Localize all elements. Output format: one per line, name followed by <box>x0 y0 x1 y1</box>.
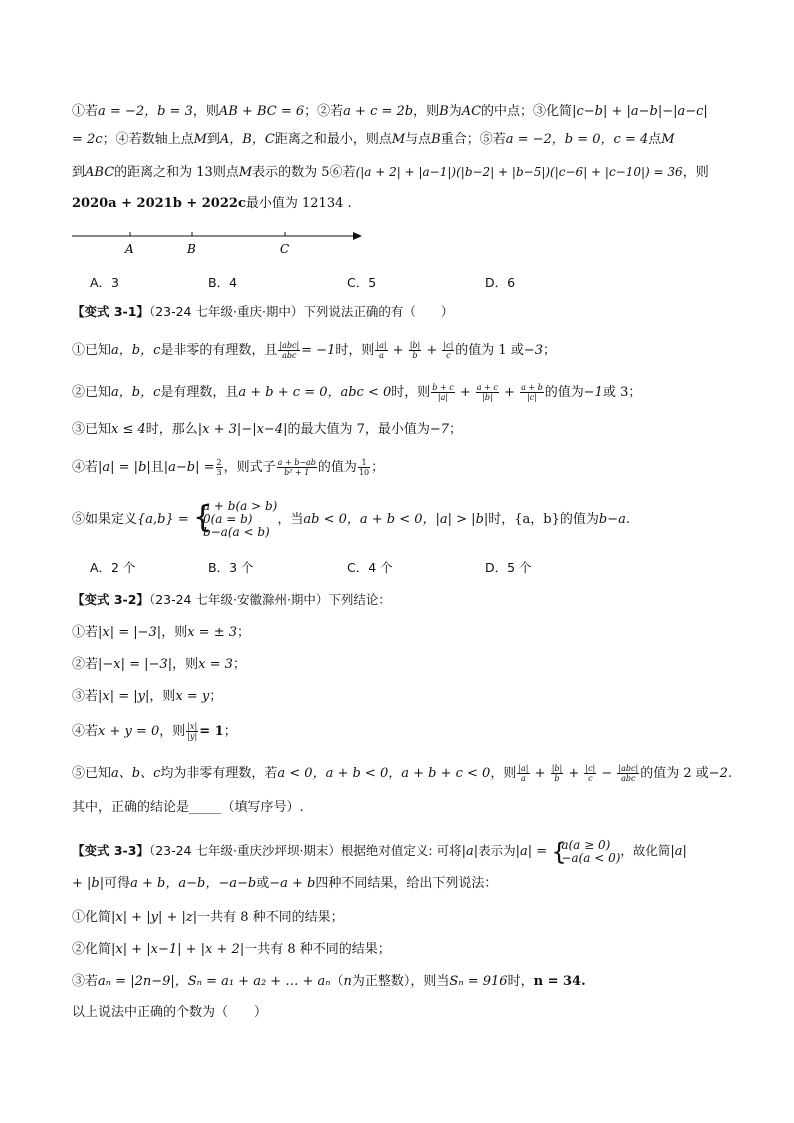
math: ab < 0，a + b < 0，|a| > |b| <box>303 512 489 527</box>
v33-title <box>72 833 687 869</box>
text: ； <box>209 689 223 704</box>
text: ①若 <box>72 104 99 119</box>
denominator: 3 <box>216 468 222 477</box>
numerator: 2 <box>216 458 222 467</box>
case-row: −a(a < 0) <box>561 850 621 865</box>
math: |x| = |−3| <box>98 625 162 640</box>
math: a = −2，b = 3 <box>98 104 193 119</box>
fraction <box>617 764 639 783</box>
fraction <box>375 341 387 360</box>
q0-line-3 <box>72 163 709 182</box>
denominator: b <box>554 774 560 783</box>
text: ，则 <box>159 724 186 739</box>
v31-statement-2: ②已知a，b，c是有理数，且a + b + c = 0，abc < 0时，则 $\frac{b + c}{|a|}$ + $\frac{a + c}{|b|}$ + $\frac{a + b}{|c|}$ 的值为−1或 3； <box>72 383 642 402</box>
denominator: 10 <box>358 468 370 477</box>
math: |a| <box>670 844 687 859</box>
piecewise-definition <box>193 500 277 539</box>
text: ⑤已知 <box>72 766 112 781</box>
math: M <box>193 132 207 147</box>
q0-option-b[interactable]: B．4 <box>208 275 238 290</box>
text: 时，则 <box>335 343 375 358</box>
q0-line-1 <box>72 103 708 121</box>
text: ，则 <box>413 104 440 119</box>
text: 时，那么 <box>145 422 198 437</box>
text: 均为非零有理数，若 <box>160 766 278 781</box>
math: −7 <box>429 422 450 437</box>
v31-option-a[interactable]: A．2 个 <box>90 560 136 575</box>
v33-statement-1 <box>72 909 344 927</box>
math: {a,b} = <box>137 512 189 527</box>
case-row: a(a ≥ 0) <box>561 837 611 852</box>
text: ，则 <box>192 104 219 119</box>
text: 距离之和最小，则点 <box>274 132 392 147</box>
text: ，则 <box>161 625 188 640</box>
text: 点 <box>648 132 662 147</box>
v31-statement-5 <box>72 498 630 542</box>
v31-title <box>72 303 453 321</box>
math: |x| = |y| <box>98 689 150 704</box>
v32-statement-2 <box>72 656 246 674</box>
fraction <box>551 764 564 783</box>
abs-definition <box>551 839 620 865</box>
text: ②化简 <box>72 942 112 957</box>
text: ； <box>543 343 557 358</box>
v31-option-b[interactable]: B．3 个 <box>208 560 254 575</box>
text: ，则 <box>172 657 199 672</box>
text: 的值为 <box>317 460 357 475</box>
text: ，则 <box>149 689 176 704</box>
v31-option-c[interactable]: C．4 个 <box>347 560 393 575</box>
text: ；④若数轴上点 <box>102 132 194 147</box>
text: 的值为 2 或 <box>640 766 709 781</box>
math: |a| = |b| <box>98 460 151 475</box>
math: x + y = 0 <box>98 724 160 739</box>
text: 表示为 <box>478 843 516 858</box>
fraction <box>520 383 544 402</box>
math: |x + 3|−|x−4| <box>197 422 288 437</box>
math: a，b，c <box>111 385 161 400</box>
numerator: a + c <box>476 383 498 392</box>
text: 到 <box>206 132 220 147</box>
text: ①若 <box>72 625 99 640</box>
q0-line-4 <box>72 195 352 213</box>
denominator: b <box>412 351 418 360</box>
denominator: c <box>446 351 451 360</box>
numerator: a + b <box>521 383 543 392</box>
text: 是非零的有理数，且 <box>160 343 278 358</box>
math: Sₙ = 916 <box>449 974 508 989</box>
text: ，故化简 <box>620 843 671 858</box>
math: |a−b| = <box>163 460 215 475</box>
text: 是有理数，且 <box>160 385 239 400</box>
label-c: C <box>280 242 290 256</box>
label-a: A <box>125 242 134 256</box>
v31-option-d[interactable]: D．5 个 <box>485 560 532 575</box>
math: M <box>661 132 675 147</box>
fraction <box>278 341 300 360</box>
v31-statement-1: ①已知a，b，c是非零的有理数，且 $\frac{\text{|abc|}}{\text{abc}}$ = −1时，则 $\frac{|a|}{a}$ + $\frac{|b|}{b}$ + $\frac{|c|}{c}$ 的值为 1 或−3； <box>72 341 557 360</box>
text: ，则 <box>490 766 517 781</box>
text: 的值为 <box>544 385 584 400</box>
fraction <box>442 341 454 360</box>
text: （ <box>330 974 344 989</box>
variant-source: （23-24 七年级·安徽滁州·期中）下列结论： <box>148 592 391 607</box>
math: A，B，C <box>219 132 275 147</box>
math: a + b + c = 0，abc < 0 <box>238 385 392 400</box>
denominator: b² + 1 <box>284 468 310 477</box>
math: b−a <box>598 512 626 527</box>
fraction <box>186 722 198 741</box>
number-line-diagram <box>70 225 370 261</box>
denominator: a <box>379 351 384 360</box>
variant-source: （23-24 七年级·重庆·期中）下列说法正确的有（ ） <box>148 304 454 319</box>
math: a + c = 2b <box>343 104 414 119</box>
denominator: c <box>588 774 593 783</box>
fraction <box>431 383 454 402</box>
text: ③若 <box>72 689 99 704</box>
math: M <box>238 165 253 180</box>
text: 表示的数为 5⑥若 <box>252 165 356 180</box>
fraction <box>584 764 596 783</box>
numerator: 1 <box>358 458 370 468</box>
label-b: B <box>187 242 196 256</box>
math: |x| + |y| + |z| <box>111 910 198 925</box>
text: ③若 <box>72 974 99 989</box>
math: aₙ = |2n−9|，Sₙ = a₁ + a₂ + … + aₙ <box>98 974 331 989</box>
numerator: |abc| <box>279 341 300 350</box>
q0-option-d[interactable]: D．6 <box>485 275 516 290</box>
text: ； <box>449 422 463 437</box>
text: 可得 <box>104 876 131 891</box>
text: 最小值为 12134 . <box>245 196 352 211</box>
numerator: |abc| <box>618 764 639 773</box>
math: x ≤ 4 <box>111 422 146 437</box>
math: = 2c <box>72 132 103 147</box>
math: = −1 <box>301 343 336 358</box>
v32-question: 其中，正确的结论是_____（填写序号）. <box>72 800 304 815</box>
variant-label: 【变式 3-3】 <box>72 843 149 858</box>
case-row: 0(a = b) <box>202 512 253 526</box>
v32-statement-5: ⑤已知a、b、c均为非零有理数，若a < 0，a + b < 0，a + b + c < 0，则 $\frac{|a|}{a}$ + $\frac{|b|}{b}$ + $\frac{|c|}{c}$ − $\frac{\text{|abc|}}{\text{abc}}$ 的值为 2 或−2. <box>72 764 733 783</box>
numerator: |x| <box>187 722 198 731</box>
math: 2020a + 2021b + 2022c <box>72 196 246 211</box>
v31-statement-4 <box>72 458 384 477</box>
text: 时，{a，b}的值为 <box>488 512 599 527</box>
fraction <box>517 764 529 783</box>
text: 或 3； <box>602 385 642 400</box>
text: ①化简 <box>72 910 112 925</box>
v33-statement-2 <box>72 941 391 959</box>
math: |x| + |x−1| + |x + 2| <box>111 942 245 957</box>
text: 到 <box>72 165 86 180</box>
text: 且 <box>150 460 164 475</box>
math: −2 <box>708 766 728 781</box>
text: ，则 <box>682 165 709 180</box>
case-row: a + b(a > b) <box>202 499 278 513</box>
denominator: a <box>521 774 526 783</box>
v33-line-2 <box>72 875 497 893</box>
brace-icon: { <box>192 500 213 535</box>
math: a + b，a−b，−a−b <box>130 876 257 891</box>
text: . <box>727 766 733 781</box>
text: 一共有 8 种不同的结果； <box>244 942 391 957</box>
denominator: |a| <box>437 393 449 402</box>
math: a、b、c <box>111 766 161 781</box>
text: 时， <box>507 974 534 989</box>
text: 的中点；③化简 <box>481 104 573 119</box>
math: n <box>343 974 352 989</box>
text: ； <box>237 625 251 640</box>
numerator: |c| <box>443 341 454 350</box>
math: |c−b| + |a−b|−|a−c| <box>572 104 708 119</box>
brace-icon: { <box>551 837 567 866</box>
fraction <box>409 341 422 360</box>
fraction <box>358 458 370 477</box>
v32-statement-3 <box>72 688 222 706</box>
numerator: |c| <box>585 764 596 773</box>
math: M <box>391 132 406 147</box>
text: ②若 <box>72 657 99 672</box>
numerator: |b| <box>551 764 563 773</box>
q0-line-2 <box>72 131 675 149</box>
math: AC <box>461 104 482 119</box>
q0-option-a[interactable]: A．3 <box>90 275 120 290</box>
variant-label: 【变式 3-2】 <box>72 592 149 607</box>
text: ②已知 <box>72 385 112 400</box>
math: x = ± 3 <box>187 625 237 640</box>
math: + |b| <box>72 876 105 891</box>
numerator: a + b−ab <box>277 458 316 467</box>
text: 重合；⑤若 <box>440 132 506 147</box>
case-row: b−a(a < b) <box>202 525 270 539</box>
numerator: |b| <box>409 341 421 350</box>
variant-source: （23-24 七年级·重庆沙坪坝·期末）根据绝对值定义: 可将 <box>148 843 462 858</box>
text: 的值为 1 或 <box>455 343 524 358</box>
text: ； <box>223 724 237 739</box>
text: ；②若 <box>304 104 344 119</box>
math: B <box>431 132 441 147</box>
math: ABC <box>85 165 115 180</box>
fraction <box>476 383 499 402</box>
text: 的距离之和为 13则点 <box>114 165 239 180</box>
math: −1 <box>583 385 603 400</box>
text: ④若 <box>72 724 99 739</box>
text: ； <box>232 657 246 672</box>
variant-label: 【变式 3-1】 <box>72 304 149 319</box>
v33-statement-3 <box>72 973 586 991</box>
text: 为 <box>448 104 462 119</box>
text: 与点 <box>405 132 432 147</box>
text: ①已知 <box>72 343 112 358</box>
math: |−x| = |−3| <box>98 657 173 672</box>
text: ，当 <box>277 512 304 527</box>
numerator: b + c <box>432 383 454 392</box>
text: 为正整数），则当 <box>351 974 450 989</box>
text: 四种不同结果，给出下列说法： <box>315 876 498 891</box>
q0-option-c[interactable]: C．5 <box>347 275 377 290</box>
arrow-head-icon <box>353 232 362 240</box>
math: −a + b <box>269 876 316 891</box>
math: −3 <box>523 343 543 358</box>
math: x = y <box>175 689 210 704</box>
math: = 1 <box>199 724 224 739</box>
math: B <box>439 104 449 119</box>
text: ④若 <box>72 460 99 475</box>
text: 时，则 <box>391 385 431 400</box>
denominator: |y| <box>187 732 198 741</box>
v32-statement-4 <box>72 722 237 741</box>
math: AB + BC = 6 <box>218 104 305 119</box>
denominator: abc <box>621 774 636 783</box>
denominator: |b| <box>482 393 493 402</box>
text: 或 <box>256 876 270 891</box>
denominator: |c| <box>526 393 537 402</box>
v31-statement-3 <box>72 421 462 439</box>
math: |a| = <box>515 844 548 859</box>
math: a < 0，a + b < 0，a + b + c < 0 <box>277 766 491 781</box>
text: 一共有 8 种不同的结果； <box>197 910 344 925</box>
v32-title <box>72 591 391 609</box>
denominator: abc <box>282 351 297 360</box>
numerator: |a| <box>376 341 387 350</box>
text: ⑤如果定义 <box>72 512 138 527</box>
math: a，b，c <box>111 343 161 358</box>
math: |a| <box>461 844 479 859</box>
v33-question: 以上说法中正确的个数为（ ） <box>72 1005 268 1020</box>
fraction <box>277 458 317 477</box>
math: (|a + 2| + |a−1|)(|b−2| + |b−5|)(|c−6| + |c−10|) = 36 <box>355 165 683 179</box>
math: n = 34. <box>533 974 586 989</box>
text: . <box>625 512 631 527</box>
text: ③已知 <box>72 422 112 437</box>
math: x = 3 <box>198 657 233 672</box>
numerator: |a| <box>518 764 529 773</box>
text: ； <box>371 460 385 475</box>
math: a = −2，b = 0，c = 4 <box>505 132 649 147</box>
text: ，则式子 <box>223 460 276 475</box>
v32-statement-1 <box>72 624 250 642</box>
text: 的最大值为 7，最小值为 <box>287 422 430 437</box>
fraction <box>216 458 223 477</box>
